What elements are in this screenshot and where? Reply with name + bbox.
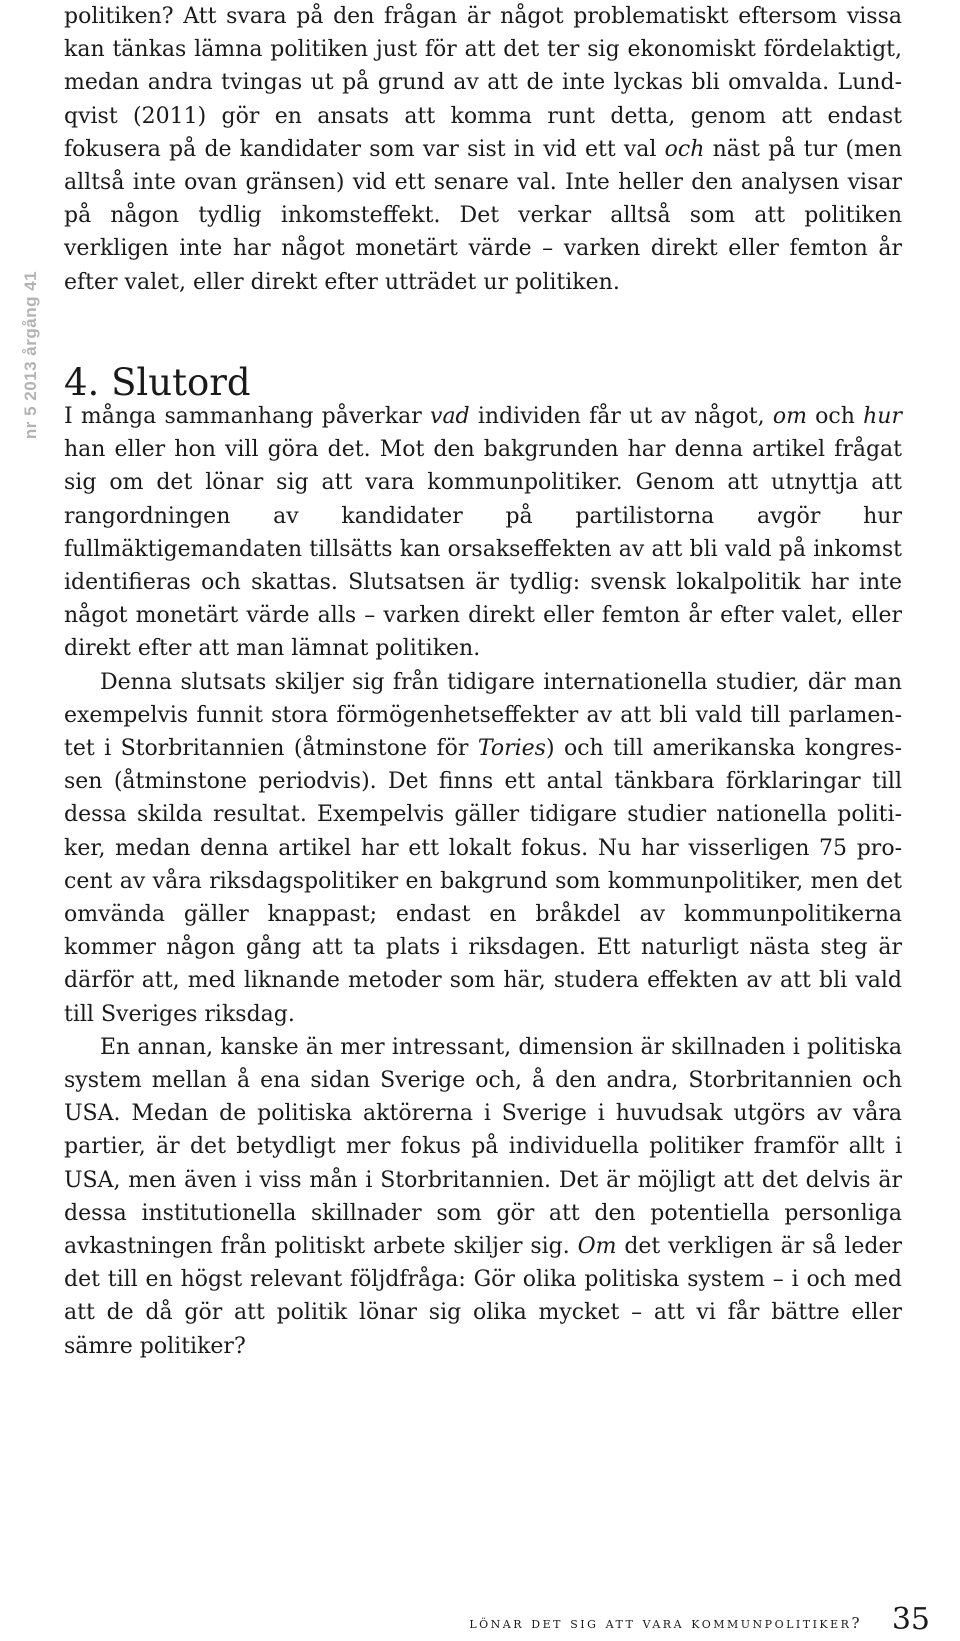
margin-issue-label <box>16 265 46 445</box>
page-number: 35 <box>891 1602 930 1637</box>
paragraph-1: politiken? Att svara på den frågan är något problematiskt eftersom vissa kan tänkas lämna politiken just för att det ter sig ekonomiskt fördelaktigt, medan andra tvingas ut på grund av att de inte lyckas bli omvalda. Lundqvist (2011) gör en ansats att komma runt detta, genom att endast fokusera på de kandidater som var sist in vid ett val och näst på tur (men alltså inte ovan gränsen) vid ett senare val. Inte heller den analysen visar på någon tydlig inkomsteffekt. Det verkar alltså som att politiken verkligen inte har något monetärt värde – varken direkt eller femton år efter valet, eller direkt efter utträdet ur politiken. <box>64 4 902 295</box>
section-body <box>64 400 902 1363</box>
paragraph-2: I många sammanhang påverkar vad individen får ut av något, om och hur han eller hon vill göra det. Mot den bakgrunden har denna artikel frågat sig om det lönar sig att vara kommunpolitiker. Genom att utnyttja att rangordningen av kandidater på partilistorna avgör hur fullmäktigemandaten tillsätts kan orsakseffekten av att bli vald på inkomst identifieras och skattas. Slutsatsen är tydlig: svensk lokalpolitik har inte något monetärt värde alls – varken direkt eller femton år efter valet, eller direkt efter att man lämnat politiken. <box>64 404 902 662</box>
paragraph-3: Denna slutsats skiljer sig från tidigare internationella studier, där man exempelvis funnit stora förmögenhetseffekter av att bli vald till parlamentet i Storbritannien (åtminstone för Tories) och till amerikanska kongressen (åtminstone periodvis). Det finns ett antal tänkbara förklaringar till dessa skilda resultat. Exempelvis gäller tidigare studier nationella politiker, medan denna artikel har ett lokalt fokus. Nu har visserligen 75 procent av våra riksdagspolitiker en bakgrund som kommunpolitiker, men det omvända gäller knappast; endast en bråkdel av kommunpolitikerna kommer någon gång att ta plats i riksdagen. Ett naturligt nästa steg är därför att, med liknande metoder som här, studera effekten av att bli vald till Sveriges riksdag. <box>64 669 902 1027</box>
paragraph-4: En annan, kanske än mer intressant, dimension är skillnaden i politiska system mellan å ena sidan Sverige och, å den andra, Storbritannien och USA. Medan de politiska aktörerna i Sverige i huvudsak utgörs av våra partier, är det betydligt mer fokus på individuella politiker framför allt i USA, men även i viss mån i Storbritannien. Det är möjligt att det delvis är dessa institutionella skillnader som gör att den potentiella personliga avkastningen från politiskt arbete skiljer sig. Om det verkligen är så leder det till en högst relevant följdfråga: Gör olika politiska system – i och med att de då gör att politik lönar sig olika mycket – att vi får bättre eller sämre politiker? <box>64 1034 903 1359</box>
section-heading: 4. Slutord <box>64 361 251 404</box>
running-title: lönar det sig att vara kommunpolitiker? <box>469 1614 862 1632</box>
issue-label-text: nr 5 2013 årgång 41 <box>21 270 40 440</box>
page-footer <box>469 1602 930 1638</box>
